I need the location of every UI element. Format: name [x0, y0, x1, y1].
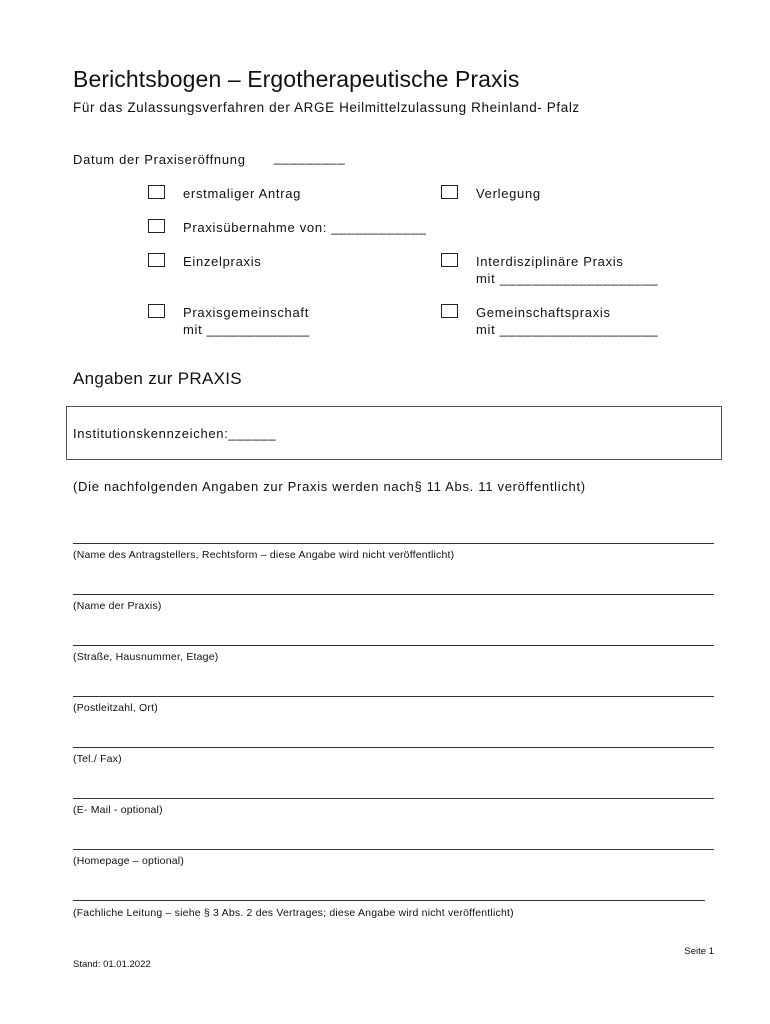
page-subtitle: Für das Zulassungsverfahren der ARGE Heilmittelzulassung Rheinland- Pfalz [73, 100, 580, 115]
applicant-line[interactable] [73, 543, 714, 544]
takeover-label: Praxisübernahme von: ____________ [183, 220, 427, 235]
publication-note: (Die nachfolgenden Angaben zur Praxis werden nach§ 11 Abs. 11 veröffentlicht) [73, 479, 586, 494]
street-line[interactable] [73, 645, 714, 646]
email-line[interactable] [73, 798, 714, 799]
street-caption: (Straße, Hausnummer, Etage) [73, 651, 219, 663]
joint-practice-label: Gemeinschaftspraxis [476, 305, 611, 320]
first-application-label: erstmaliger Antrag [183, 186, 302, 201]
practice-name-caption: (Name der Praxis) [73, 600, 162, 612]
section-heading: Angaben zur PRAXIS [73, 369, 242, 388]
postcode-caption: (Postleitzahl, Ort) [73, 702, 158, 714]
takeover-checkbox[interactable] [148, 219, 165, 233]
first-application-checkbox[interactable] [148, 185, 165, 199]
email-caption: (E- Mail - optional) [73, 804, 163, 816]
page-title: Berichtsbogen – Ergotherapeutische Praxis [73, 66, 520, 92]
single-practice-checkbox[interactable] [148, 253, 165, 267]
practice-group-label: Praxisgemeinschaft [183, 305, 310, 320]
joint-practice-checkbox[interactable] [441, 304, 458, 318]
stand-date: Stand: 01.01.2022 [73, 959, 151, 970]
professional-lead-line[interactable] [73, 900, 705, 901]
practice-name-line[interactable] [73, 594, 714, 595]
homepage-line[interactable] [73, 849, 714, 850]
relocation-checkbox[interactable] [441, 185, 458, 199]
interdisciplinary-checkbox[interactable] [441, 253, 458, 267]
opening-date-label: Datum der Praxiseröffnung [73, 152, 246, 167]
opening-date-field[interactable]: _________ [274, 150, 346, 165]
interdisciplinary-label: Interdisziplinäre Praxis [476, 254, 624, 269]
professional-lead-caption: (Fachliche Leitung – siehe § 3 Abs. 2 des Vertrages; diese Angabe wird nicht veröffentlicht) [73, 907, 514, 919]
applicant-caption: (Name des Antragstellers, Rechtsform – diese Angabe wird nicht veröffentlicht) [73, 549, 455, 561]
phone-fax-line[interactable] [73, 747, 714, 748]
institution-label[interactable]: Institutionskennzeichen:______ [73, 426, 277, 441]
phone-fax-caption: (Tel./ Fax) [73, 753, 122, 765]
joint-practice-with-field[interactable]: mit ____________________ [476, 322, 659, 337]
single-practice-label: Einzelpraxis [183, 254, 262, 269]
practice-group-with-field[interactable]: mit _____________ [183, 322, 310, 337]
practice-group-checkbox[interactable] [148, 304, 165, 318]
homepage-caption: (Homepage – optional) [73, 855, 185, 867]
relocation-label: Verlegung [476, 186, 541, 201]
interdisciplinary-with-field[interactable]: mit ____________________ [476, 271, 659, 286]
postcode-line[interactable] [73, 696, 714, 697]
page-number: Seite 1 [684, 946, 714, 957]
